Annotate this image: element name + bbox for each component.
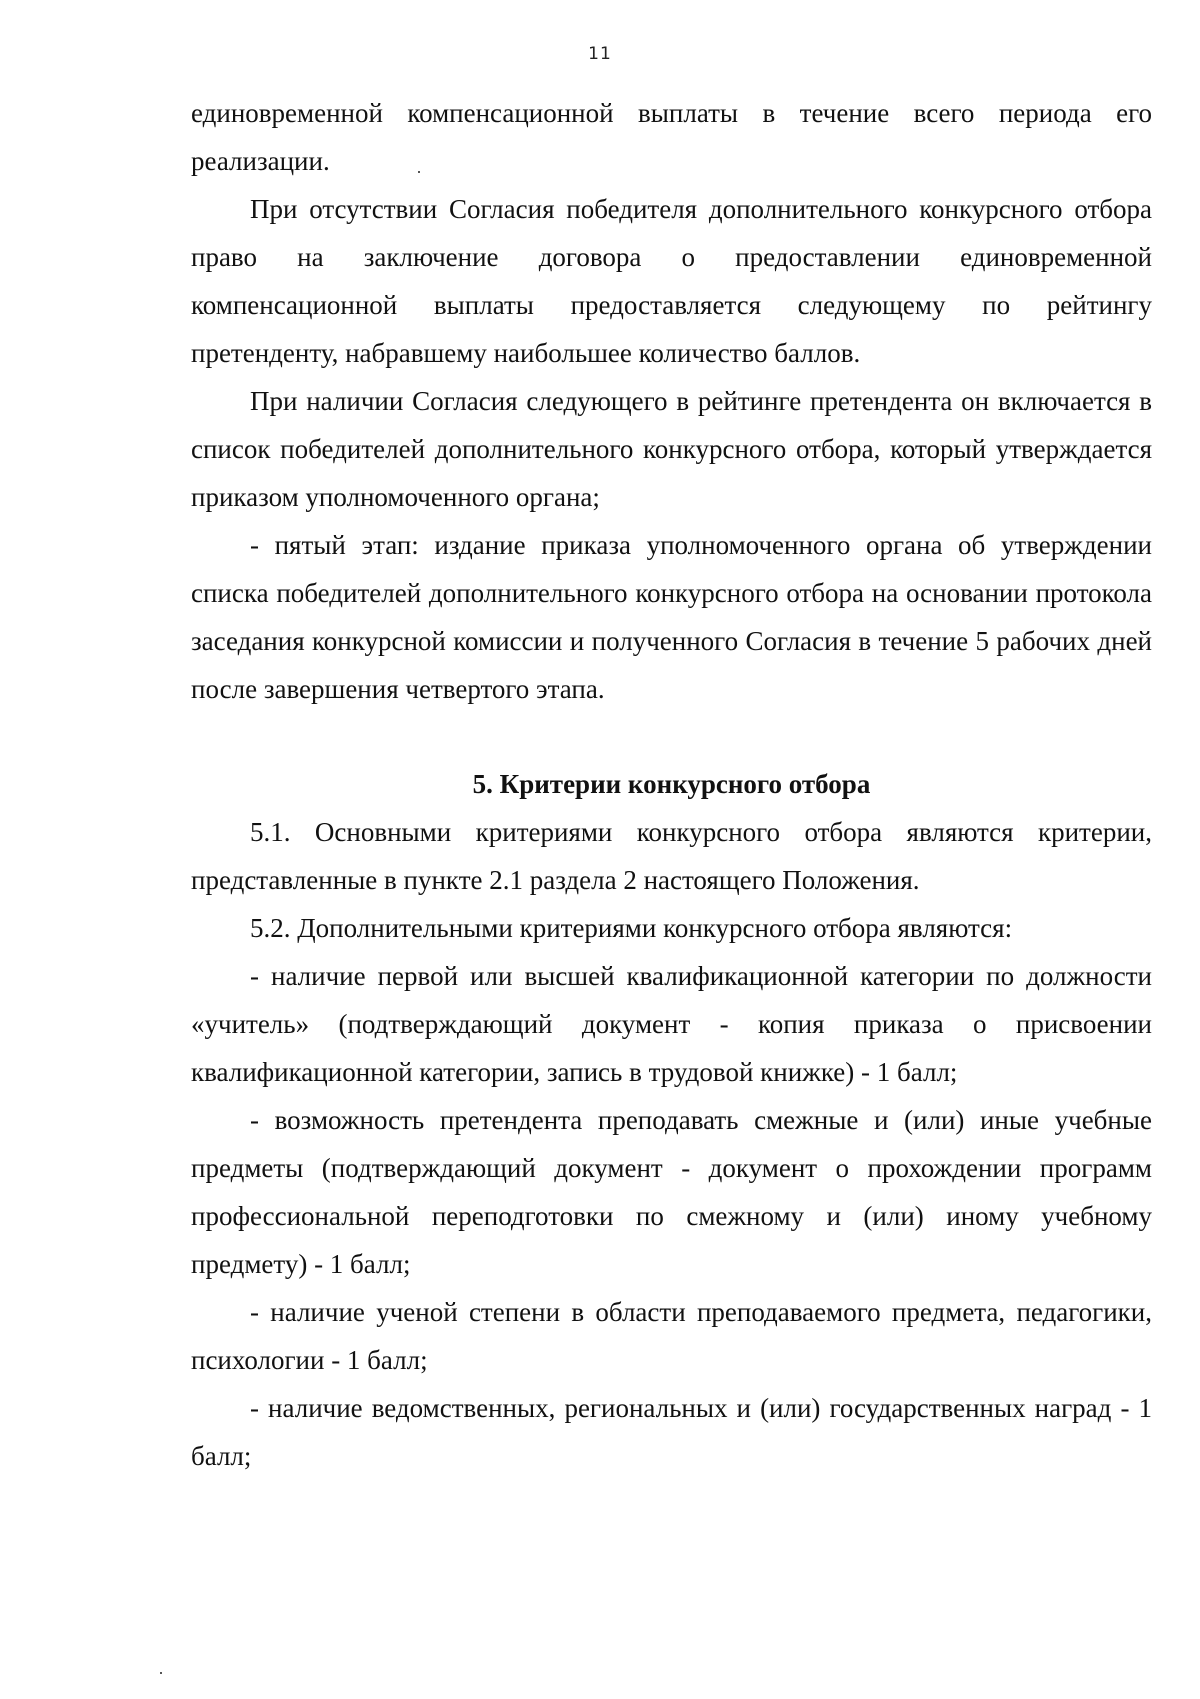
criterion-degree: - наличие ученой степени в области преподаваемого предмета, педагогики, психологии - 1 балл; [191, 1297, 1152, 1375]
page-number: 11 [588, 44, 612, 64]
paragraph-5-2: 5.2. Дополнительными критериями конкурсного отбора являются: [250, 913, 1013, 943]
section-heading: 5. Критерии конкурсного отбора [472, 769, 871, 799]
scan-speck [160, 1672, 162, 1674]
scan-speck [418, 171, 420, 173]
criterion-subjects: - возможность претендента преподавать смежные и (или) иные учебные предметы (подтверждающий документ - документ о прохождении программ профессиональной переподготовки по смежному и (или) иному учебному предмету) - 1 балл; [191, 1105, 1152, 1279]
paragraph-5-1: 5.1. Основными критериями конкурсного отбора являются критерии, представленные в пункте 2.1 раздела 2 настоящего Положения. [191, 817, 1152, 895]
paragraph-continuation: единовременной компенсационной выплаты в течение всего периода его реализации. [191, 98, 1152, 176]
criterion-awards: - наличие ведомственных, региональных и (или) государственных наград - 1 балл; [191, 1393, 1152, 1471]
paragraph-fifth-stage: - пятый этап: издание приказа уполномоченного органа об утверждении списка победителей дополнительного конкурсного отбора на основании протокола заседания конкурсной комиссии и полученного Согласия в течение 5 рабочих дней после завершения четвертого этапа. [191, 530, 1152, 704]
criterion-qualification: - наличие первой или высшей квалификационной категории по должности «учитель» (подтверждающий документ - копия приказа о присвоении квалификационной категории, запись в трудовой книжке) - 1 балл; [191, 961, 1152, 1087]
paragraph-consent-next: При наличии Согласия следующего в рейтинге претендента он включается в список победителей дополнительного конкурсного отбора, который утверждается приказом уполномоченного органа; [191, 386, 1152, 512]
paragraph-no-consent: При отсутствии Согласия победителя дополнительного конкурсного отбора право на заключение договора о предоставлении единовременной компенсационной выплаты предоставляется следующему по рейтингу претенденту, набравшему наибольшее количество баллов. [191, 194, 1152, 368]
document-body [191, 89, 1152, 1480]
